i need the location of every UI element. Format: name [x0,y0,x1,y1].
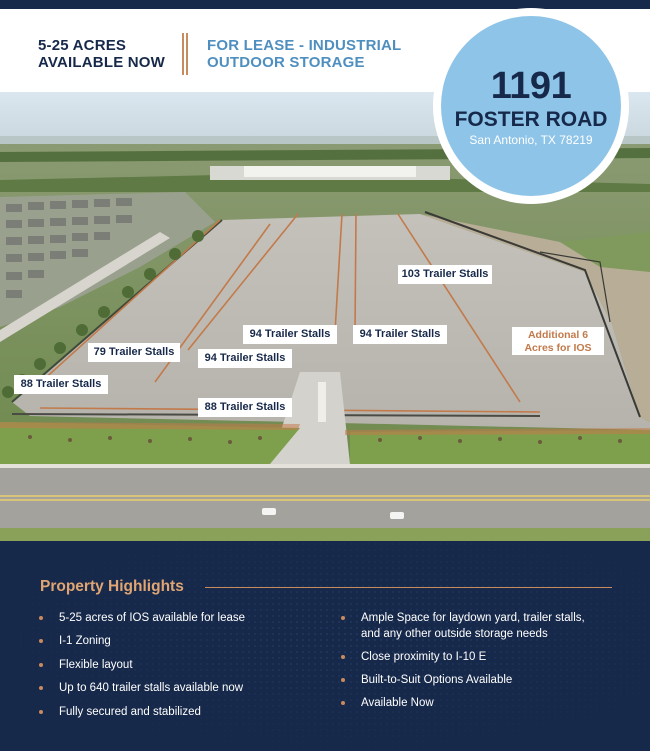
highlight-item [59,705,319,720]
label-103-stalls: 103 Trailer Stalls [398,265,492,284]
highlight-text: Built-to-Suit Options Available [361,674,513,686]
bullet-icon [39,686,43,690]
highlight-text: Fully secured and stabilized [59,706,201,718]
acres-line-1: 5-25 ACRES [38,37,127,54]
highlight-item [59,611,319,626]
bullet-icon [39,616,43,620]
highlight-text: and any other outside storage needs [361,628,548,640]
lease-line-2: OUTDOOR STORAGE [207,54,365,71]
label-94-stalls-b: 94 Trailer Stalls [353,325,447,344]
label-94-stalls-a: 94 Trailer Stalls [243,325,337,344]
header-divider [182,33,188,75]
bullet-icon [341,616,345,620]
highlight-text: Available Now [361,697,434,709]
lease-line-1: FOR LEASE - INDUSTRIAL [207,37,402,54]
bullet-icon [39,639,43,643]
label-88-stalls-b: 88 Trailer Stalls [198,398,292,417]
bullet-icon [341,655,345,659]
highlight-item [59,658,319,673]
bullet-icon [341,678,345,682]
label-94-stalls-c: 94 Trailer Stalls [198,349,292,368]
highlight-text: I-1 Zoning [59,635,111,647]
highlight-item [361,696,621,711]
highlight-text: 5-25 acres of IOS available for lease [59,612,246,624]
address-badge [433,8,629,204]
highlight-item-continued [361,627,621,642]
bullet-icon [39,710,43,714]
acres-available-heading [38,37,178,71]
street-number: 1191 [490,65,572,107]
street-name: FOSTER ROAD [454,108,608,131]
highlight-text: Flexible layout [59,659,133,671]
label-additional-ios [512,327,604,355]
highlight-text: Up to 640 trailer stalls available now [59,682,244,694]
ios-line-1: Additional 6 [527,329,589,341]
property-highlights-section [0,541,650,751]
highlight-text: Close proximity to I-10 E [361,651,487,663]
highlight-item [361,673,621,688]
highlights-rule [205,587,612,588]
top-accent-bar [0,0,650,9]
highlight-item [361,650,621,665]
bullet-icon [39,663,43,667]
label-79-stalls: 79 Trailer Stalls [88,343,180,362]
address-badge-inner [441,16,621,196]
acres-line-2: AVAILABLE NOW [38,54,166,71]
bullet-icon [341,701,345,705]
lease-type-heading [207,37,417,71]
highlights-title: Property Highlights [40,578,184,595]
label-88-stalls-a: 88 Trailer Stalls [14,375,108,394]
highlight-item [59,681,319,696]
highlight-text: Ample Space for laydown yard, trailer stalls, [361,612,585,624]
ios-line-2: Acres for IOS [524,342,592,354]
highlight-item [59,634,319,649]
highlight-item [361,611,621,626]
city-state-zip: San Antonio, TX 78219 [469,133,593,147]
